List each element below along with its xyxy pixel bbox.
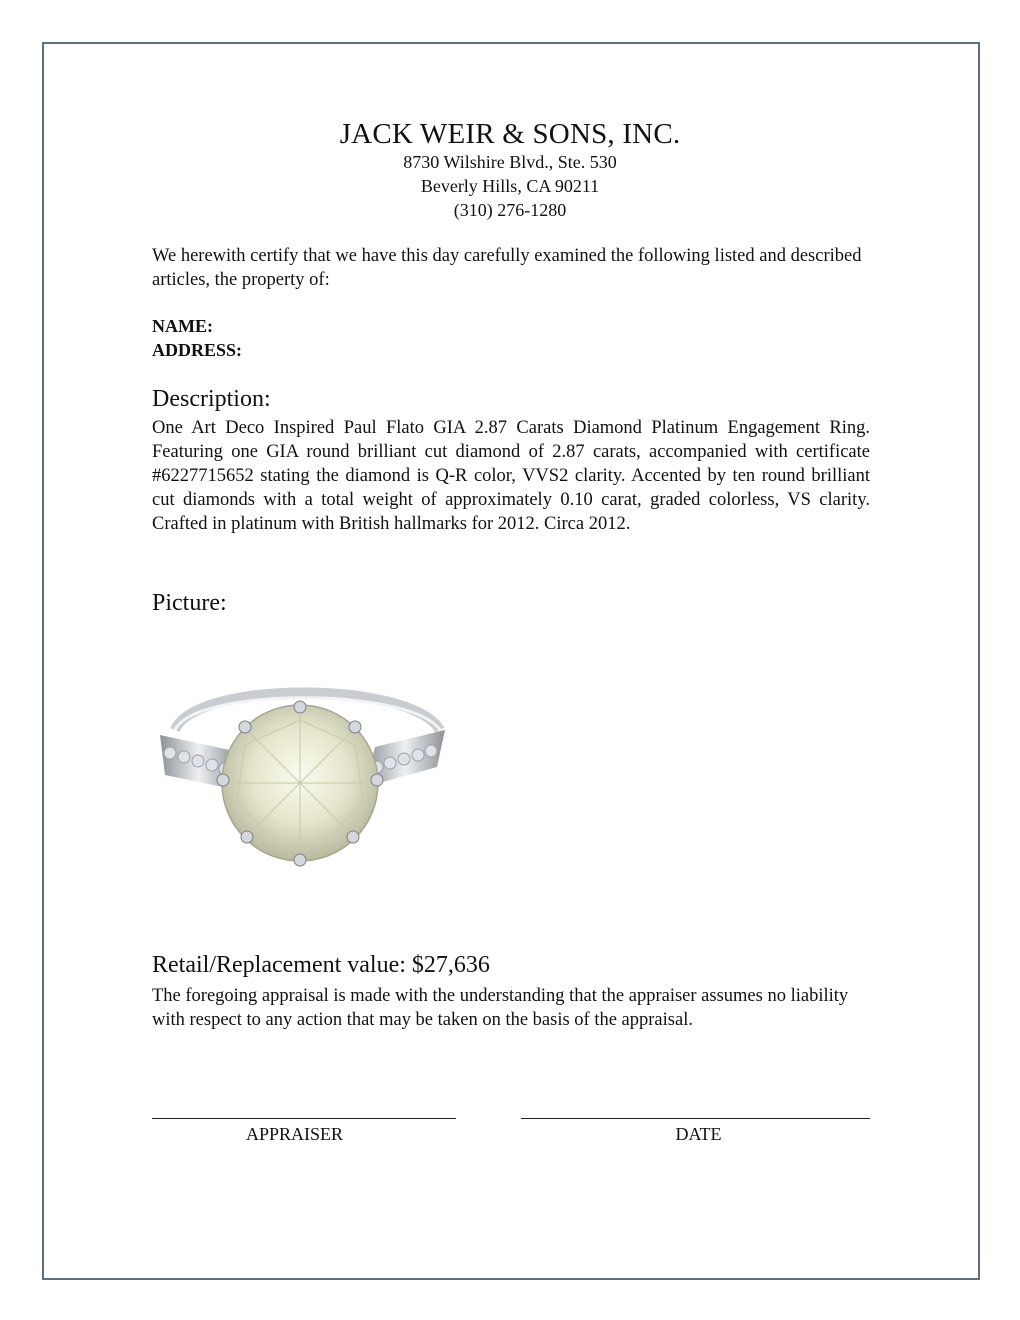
appraiser-signature-line: [152, 1118, 456, 1119]
owner-name-label: NAME:: [152, 316, 213, 336]
picture-heading: Picture:: [152, 590, 227, 616]
appraisal-disclaimer: The foregoing appraisal is made with the understanding that the appraiser assumes no liability with respect to any action that may be taken on the basis of the appraisal.: [152, 986, 849, 1030]
date-signature-line: [521, 1118, 870, 1119]
ring-photo: [155, 675, 450, 875]
company-address-line1: 8730 Wilshire Blvd., Ste. 530: [403, 152, 617, 172]
description-heading: Description:: [152, 386, 271, 412]
owner-address-label: ADDRESS:: [152, 340, 243, 360]
document-border: [42, 42, 980, 1280]
company-name: JACK WEIR & SONS, INC.: [339, 118, 681, 150]
company-address-line2: Beverly Hills, CA 90211: [420, 176, 600, 196]
date-label: DATE: [675, 1124, 722, 1144]
appraiser-label: APPRAISER: [245, 1124, 344, 1144]
retail-replacement-value: Retail/Replacement value: $27,636: [152, 952, 490, 978]
company-phone: (310) 276-1280: [453, 200, 567, 220]
description-text: One Art Deco Inspired Paul Flato GIA 2.87 Carats Diamond Platinum Engagement Ring. Featuring one GIA round brilliant cut diamond of 2.87 carats, accompanied with certificate #6227715652 stating the diamond is Q-R color, VVS2 clarity. Accented by ten round brilliant cut diamonds with a total weight of approximately 0.10 carat, graded colorless, VS clarity. Crafted in platinum with British hallmarks for 2012. Circa 2012.: [152, 418, 870, 534]
certification-intro: We herewith certify that we have this day carefully examined the following listed and described articles, the property of:: [152, 246, 862, 290]
